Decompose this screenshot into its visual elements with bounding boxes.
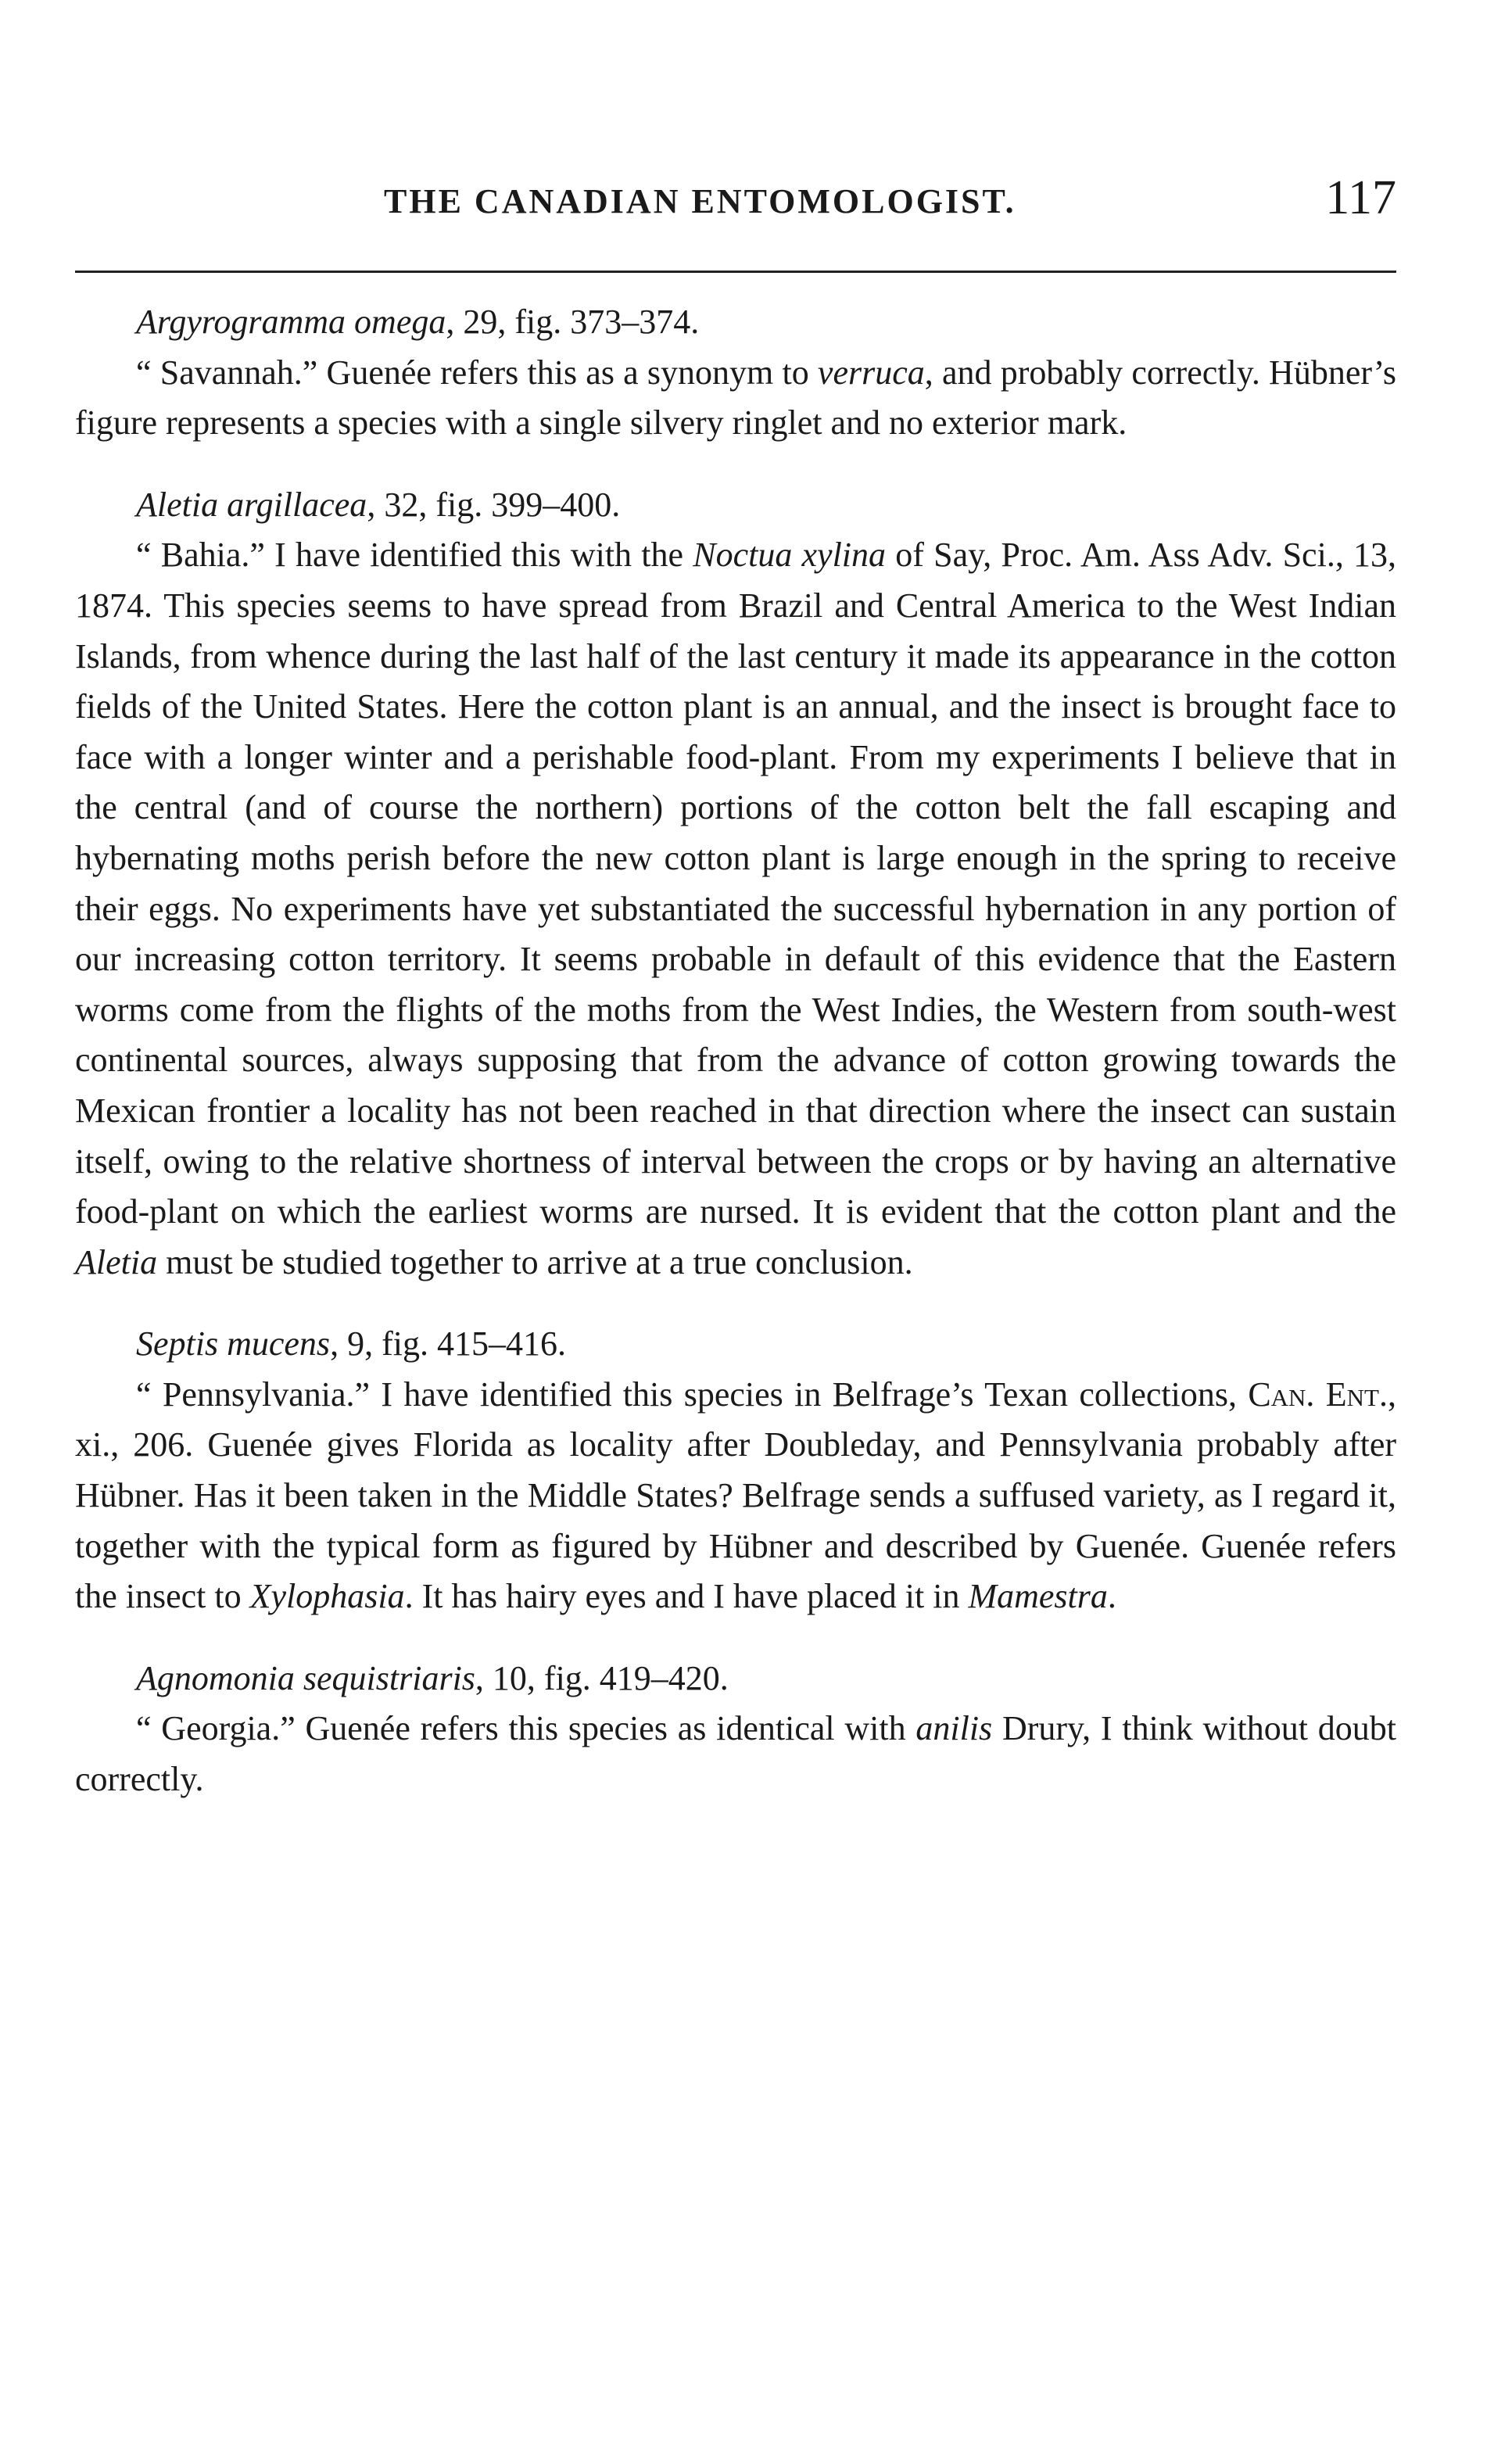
species-entry-septis-mucens bbox=[75, 1319, 1396, 1622]
text-run: Drury, I think without doubt correctly. bbox=[75, 1709, 1396, 1799]
taxon-name: Aletia argillacea bbox=[136, 485, 367, 524]
plate-reference: , 9, fig. 415–416. bbox=[330, 1324, 566, 1364]
taxon-name: Argyrogramma omega bbox=[136, 303, 446, 341]
plate-reference: , 32, fig. 399–400. bbox=[367, 485, 621, 524]
page-number: 117 bbox=[1325, 171, 1396, 224]
text-run: “ Savannah.” Guenée refers this as a synonym to bbox=[136, 353, 818, 392]
italic-term: anilis bbox=[915, 1709, 993, 1748]
entry-heading bbox=[75, 1654, 1396, 1704]
taxon-name: Agnomonia sequistriaris bbox=[136, 1658, 475, 1697]
taxon-name: Septis mucens bbox=[136, 1324, 331, 1364]
entry-heading bbox=[75, 480, 1396, 531]
italic-term: Xylophasia bbox=[249, 1577, 405, 1616]
italic-term: Noctua xylina bbox=[693, 536, 887, 575]
text-run: “ Bahia.” I have identified this with the bbox=[136, 536, 693, 575]
italic-term: Aletia bbox=[75, 1242, 158, 1281]
species-entry-argyrogramma-omega bbox=[75, 297, 1396, 449]
text-run: of Say, Proc. Am. Ass Adv. Sci., 13, 1874. This species seems to have spread from Brazil and Central America to the West Indian Islands, from whence during the last half of the last century it made its appearance in the cotton fields of the United States. Here the cotton plant is an annual, and the insect is brought face to face with a longer winter and a perishable food-plant. From my experiments I believe that in the central (and of course the northern) portions of the cotton belt the fall escaping and hybernating moths perish before the new cotton plant is large enough in the spring to receive their eggs. No experiments have yet substantiated the successful hybernation in any portion of our increasing cotton territory. It seems probable in default of this evidence that the Eastern worms come from the flights of the moths from the West Indies, the Western from south-west continental sources, always supposing that from the advance of cotton growing towards the Mexican frontier a locality has not been reached in that direction where the insect can sustain itself, owing to the relative shortness of interval between the crops or by having an alternative food-plant on which the earliest worms are nursed. It is evident that the cotton plant and the bbox=[75, 536, 1397, 1231]
text-run: must be studied together to arrive at a true conclusion. bbox=[157, 1242, 913, 1281]
entry-heading bbox=[75, 1319, 1396, 1370]
page-body bbox=[75, 297, 1396, 1837]
entry-heading bbox=[75, 297, 1396, 348]
italic-term: verruca bbox=[817, 353, 925, 392]
text-run: , and probably correctly. Hübner’s figure represents a species with a single silvery ringlet and no exterior mark. bbox=[75, 353, 1396, 443]
entry-paragraph bbox=[75, 530, 1396, 1288]
entry-paragraph bbox=[75, 1704, 1396, 1804]
running-head bbox=[75, 170, 1396, 233]
entry-paragraph bbox=[75, 1370, 1396, 1622]
journal-abbreviation: Can. Ent. bbox=[1248, 1374, 1388, 1414]
plate-reference: , 29, fig. 373–374. bbox=[446, 303, 700, 341]
species-entry-agnomonia-sequistriaris bbox=[75, 1654, 1396, 1805]
header-rule bbox=[75, 271, 1396, 273]
text-run: , xi., 206. Guenée gives Florida as locality after Doubleday, and Pennsylvania probably after Hübner. Has it been taken in the Middle States? Belfrage sends a suffused variety, as I regard it, together with the typical form as figured by Hübner and described by Guenée. Guenée refers the insect to bbox=[75, 1374, 1396, 1616]
running-title: THE CANADIAN ENTOMOLOGIST. bbox=[384, 182, 1016, 220]
italic-term: Mamestra bbox=[968, 1577, 1108, 1616]
entry-paragraph bbox=[75, 348, 1396, 449]
text-run: . It has hairy eyes and I have placed it in bbox=[404, 1577, 969, 1616]
species-entry-aletia-argillacea bbox=[75, 480, 1396, 1288]
book-page bbox=[75, 0, 1396, 2437]
text-run: “ Pennsylvania.” I have identified this species in Belfrage’s Texan collections, bbox=[136, 1374, 1249, 1414]
text-run: . bbox=[1107, 1577, 1116, 1616]
plate-reference: , 10, fig. 419–420. bbox=[475, 1658, 729, 1697]
text-run: “ Georgia.” Guenée refers this species as identical with bbox=[136, 1709, 916, 1748]
